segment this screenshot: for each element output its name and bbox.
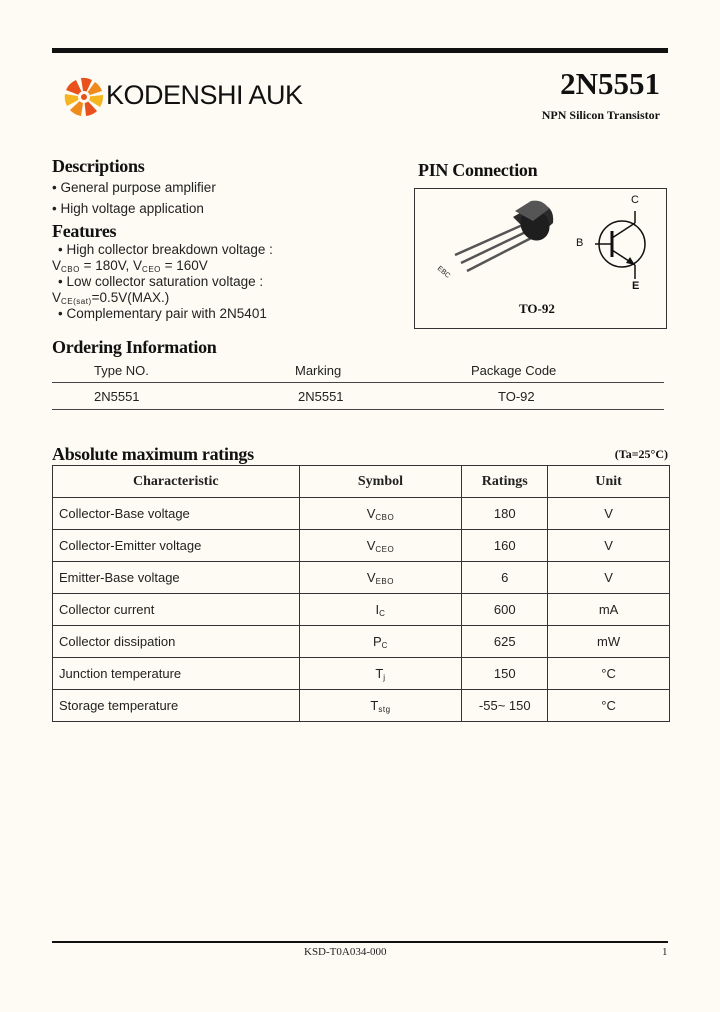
- ratings-heading: Absolute maximum ratings: [52, 444, 254, 464]
- feature-value-text: = 180V, V: [79, 258, 143, 273]
- symbol-cell: [299, 530, 462, 562]
- symbol-sub: stg: [378, 704, 391, 714]
- feature-value-text: =0.5V(MAX.): [91, 290, 170, 305]
- characteristic-cell: Emitter-Base voltage: [53, 562, 300, 594]
- symbol-sub: CEO: [375, 544, 395, 554]
- symbol-letter: P: [372, 633, 382, 649]
- pin-connection-box: [414, 188, 667, 329]
- symbol-sub: CBO: [375, 512, 395, 522]
- ordering-table: [52, 360, 664, 410]
- table-row: [53, 626, 670, 658]
- rating-cell: 625: [462, 626, 548, 658]
- unit-cell: mA: [548, 594, 670, 626]
- ratings-header-cell: Unit: [548, 466, 670, 498]
- symbol-sub: CEO: [142, 265, 161, 274]
- rating-cell: 160: [462, 530, 548, 562]
- rating-cell: 600: [462, 594, 548, 626]
- ratings-header-cell: Characteristic: [53, 466, 300, 498]
- ratings-header-cell: Symbol: [299, 466, 462, 498]
- brand-name: KODENSHI AUK: [106, 80, 303, 110]
- symbol-cell: [299, 658, 462, 690]
- features-heading: Features: [52, 221, 117, 241]
- part-number: 2N5551: [560, 66, 660, 101]
- top-rule: [52, 48, 668, 53]
- table-row: [53, 594, 670, 626]
- ordering-cell: TO-92: [498, 389, 535, 404]
- ratings-condition: (Ta=25°C): [614, 447, 668, 461]
- symbol-letter: T: [375, 665, 384, 681]
- ordering-header-cell: Package Code: [471, 363, 557, 378]
- ordering-cell: 2N5551: [298, 389, 344, 404]
- feature-value: [52, 290, 169, 306]
- ordering-header-cell: Type NO.: [94, 363, 149, 378]
- ordering-header-row: [52, 360, 664, 383]
- characteristic-cell: Junction temperature: [53, 658, 300, 690]
- unit-cell: V: [548, 530, 670, 562]
- rating-cell: 150: [462, 658, 548, 690]
- unit-cell: V: [548, 498, 670, 530]
- leg-labels: EBC: [435, 265, 452, 280]
- symbol-letter: V: [366, 537, 376, 553]
- symbol-v: V: [52, 258, 62, 273]
- descriptions-heading: Descriptions: [52, 156, 145, 176]
- symbol-letter: I: [375, 601, 380, 617]
- feature-text: High collector breakdown voltage :: [66, 242, 273, 257]
- feature-value-text: = 160V: [160, 258, 208, 273]
- symbol-cell: [299, 690, 462, 722]
- ordering-row: [52, 383, 664, 410]
- symbol-letter: V: [366, 505, 376, 521]
- ordering-header-cell: Marking: [295, 363, 342, 378]
- table-row: [53, 498, 670, 530]
- symbol-sub: C: [381, 640, 388, 650]
- characteristic-cell: Collector dissipation: [53, 626, 300, 658]
- feature-item: • Low collector saturation voltage :: [58, 274, 264, 289]
- pin-label-b: B: [576, 237, 584, 249]
- symbol-v: V: [52, 290, 62, 305]
- pin-label-e: E: [632, 280, 640, 292]
- symbol-cell: [299, 498, 462, 530]
- table-row: [53, 562, 670, 594]
- characteristic-cell: Storage temperature: [53, 690, 300, 722]
- table-row: [53, 658, 670, 690]
- symbol-sub: CBO: [61, 265, 80, 274]
- symbol-sub: CE(sat): [61, 297, 92, 306]
- table-row: [53, 690, 670, 722]
- page-number: 1: [662, 946, 668, 958]
- ordering-cell: 2N5551: [94, 389, 140, 404]
- table-row: [53, 530, 670, 562]
- description-text: General purpose amplifier: [60, 180, 216, 195]
- characteristic-cell: Collector current: [53, 594, 300, 626]
- ratings-table: [52, 465, 670, 722]
- to92-package-icon: [415, 189, 666, 328]
- part-subtitle: NPN Silicon Transistor: [541, 108, 660, 122]
- package-label: TO-92: [519, 301, 555, 316]
- unit-cell: °C: [548, 690, 670, 722]
- rating-cell: 6: [462, 562, 548, 594]
- feature-item: • Complementary pair with 2N5401: [58, 306, 267, 321]
- description-item: • High voltage application: [52, 201, 204, 216]
- feature-text: Low collector saturation voltage :: [66, 274, 264, 289]
- pin-connection-heading: PIN Connection: [418, 160, 538, 180]
- ratings-header-row: [53, 466, 670, 498]
- symbol-cell: [299, 626, 462, 658]
- feature-text: Complementary pair with 2N5401: [66, 306, 267, 321]
- document-code: KSD-T0A034-000: [304, 946, 387, 958]
- rating-cell: 180: [462, 498, 548, 530]
- symbol-sub: C: [379, 608, 386, 618]
- characteristic-cell: Collector-Base voltage: [53, 498, 300, 530]
- description-item: • General purpose amplifier: [52, 180, 216, 195]
- symbol-letter: V: [366, 569, 376, 585]
- unit-cell: mW: [548, 626, 670, 658]
- characteristic-cell: Collector-Emitter voltage: [53, 530, 300, 562]
- symbol-sub: EBO: [375, 576, 394, 586]
- description-text: High voltage application: [60, 201, 204, 216]
- feature-item: • High collector breakdown voltage :: [58, 242, 273, 257]
- rating-cell: -55~ 150: [462, 690, 548, 722]
- symbol-cell: [299, 562, 462, 594]
- feature-value: [52, 258, 208, 274]
- ratings-header-cell: Ratings: [462, 466, 548, 498]
- symbol-sub: j: [383, 672, 386, 682]
- pin-label-c: C: [631, 194, 639, 206]
- unit-cell: V: [548, 562, 670, 594]
- ordering-heading: Ordering Information: [52, 337, 217, 357]
- footer-rule: [52, 941, 668, 943]
- symbol-letter: T: [370, 697, 379, 713]
- symbol-cell: [299, 594, 462, 626]
- unit-cell: °C: [548, 658, 670, 690]
